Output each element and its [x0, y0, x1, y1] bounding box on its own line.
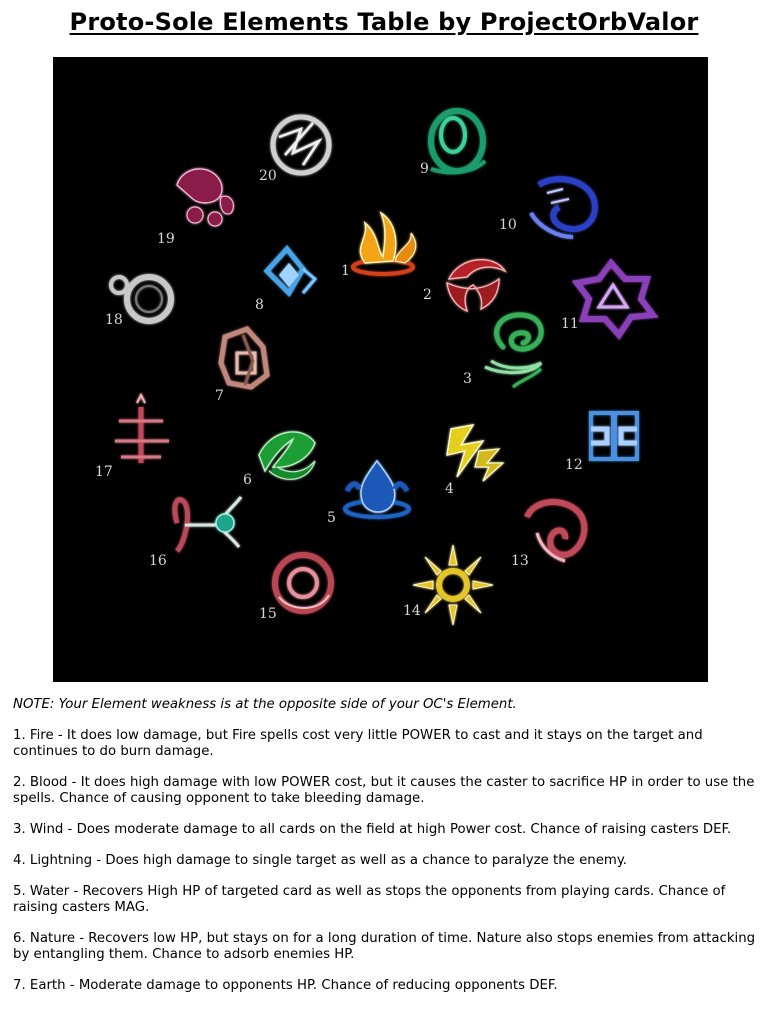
- nature-icon: [259, 432, 315, 479]
- element-description-fire: 1. Fire - It does low damage, but Fire spells cost very little POWER to cast and it stays on the target and continues to do burn damage.: [13, 728, 703, 759]
- blossom-magenta-icon: [177, 169, 233, 226]
- ring-rose-icon: [275, 555, 331, 611]
- element-number-20: 20: [259, 168, 277, 184]
- branch-teal-icon: [175, 497, 241, 551]
- element-description-lightning: 4. Lightning - Does high damage to single target as well as a chance to paralyze the enemy.: [13, 853, 628, 868]
- element-description-earth: 7. Earth - Moderate damage to opponents HP. Chance of reducing opponents DEF.: [13, 978, 558, 993]
- element-number-9: 9: [420, 161, 429, 177]
- water-icon: [345, 461, 409, 517]
- element-number-8: 8: [255, 297, 264, 313]
- element-number-10: 10: [499, 217, 517, 233]
- earth-icon: [221, 329, 267, 387]
- sun-yellow-icon: [413, 545, 493, 625]
- fire-icon: [353, 213, 416, 274]
- element-description-wind: 3. Wind - Does moderate damage to all cards on the field at high Power cost. Chance of raising casters DEF.: [13, 822, 732, 837]
- element-description-nature: 6. Nature - Recovers low HP, but stays on for a long duration of time. Nature also stops enemies from attacking by entangling them. Chance to adsorb enemies HP.: [13, 931, 756, 962]
- elements-figure: [53, 57, 708, 682]
- lightning-icon: [447, 425, 503, 481]
- element-number-19: 19: [157, 231, 175, 247]
- element-number-18: 18: [105, 312, 123, 328]
- blood-icon: [447, 260, 505, 311]
- element-number-14: 14: [403, 603, 421, 619]
- element-number-2: 2: [423, 287, 432, 303]
- shatter-grey-icon: [273, 117, 329, 173]
- spiral-teal-icon: [431, 111, 485, 172]
- element-descriptions: [13, 728, 758, 1009]
- element-number-4: 4: [445, 481, 454, 497]
- trident-rose-icon: [115, 395, 169, 463]
- star-purple-icon: [577, 263, 653, 335]
- elements-symbols: [53, 57, 708, 682]
- element-number-15: 15: [259, 606, 277, 622]
- square-blue-icon: [591, 413, 637, 459]
- element-number-6: 6: [243, 472, 252, 488]
- element-description-blood: 2. Blood - It does high damage with low POWER cost, but it causes the caster to sacrifice HP in order to use the spells. Chance of causing opponent to take bleeding damage.: [13, 775, 755, 806]
- element-number-1: 1: [341, 263, 350, 279]
- page-title: Proto-Sole Elements Table by ProjectOrbValor: [69, 8, 699, 36]
- element-number-13: 13: [511, 553, 529, 569]
- element-number-7: 7: [215, 388, 224, 404]
- element-number-16: 16: [149, 553, 167, 569]
- element-number-5: 5: [327, 510, 336, 526]
- wind-icon: [485, 315, 541, 387]
- element-number-3: 3: [463, 371, 472, 387]
- element-description-water: 5. Water - Recovers High HP of targeted card as well as stops the opponents from playing cards. Chance of raising casters MAG.: [13, 884, 726, 915]
- element-number-17: 17: [95, 464, 113, 480]
- wave-blue-icon: [531, 179, 595, 237]
- element-number-11: 11: [561, 316, 579, 332]
- ice-icon: [267, 249, 315, 293]
- element-number-12: 12: [565, 457, 583, 473]
- weakness-note: NOTE: Your Element weakness is at the opposite side of your OC's Element.: [13, 697, 517, 712]
- swirl-pink-icon: [527, 502, 584, 561]
